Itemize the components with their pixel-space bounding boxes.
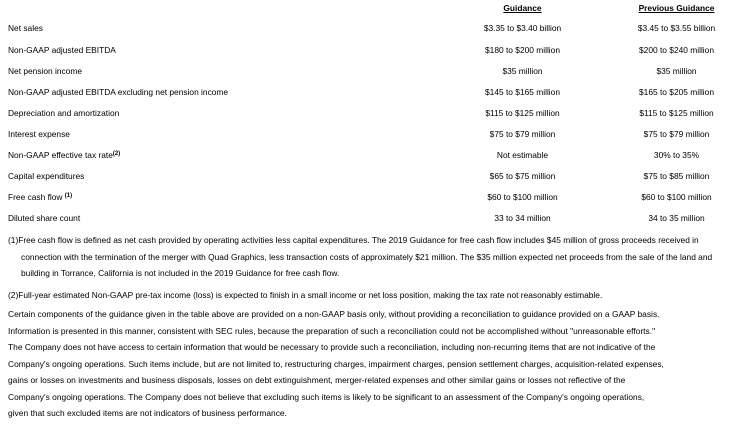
row-previous: $35 million (656, 66, 697, 77)
paragraph-line: given that such excluded items are not indicators of business performance. (8, 408, 287, 418)
row-guidance: $35 million (502, 66, 543, 77)
footnote-tax-rate: (2)Full-year estimated Non-GAAP pre-tax income (loss) is expected to finish in a small income or net loss position, making the tax rate not reasonably estimable. (8, 290, 603, 300)
row-label (8, 186, 438, 207)
row-guidance: $180 to $200 million (485, 45, 560, 56)
header-guidance: Guidance (503, 3, 542, 13)
row-guidance: $145 to $165 million (485, 87, 560, 98)
row-label (8, 15, 438, 40)
guidance-table (8, 1, 746, 228)
paragraph-line: Company's ongoing operations. The Company does not believe that excluding such items is likely to be significant to an assessment of the Company's ongoing operations, (8, 391, 645, 402)
row-previous: $75 to $85 million (643, 170, 710, 181)
paragraph-line: The Company does not have access to certain information that would be necessary to provide such a reconciliation, including non-recurring items that are not indicative of the (8, 342, 656, 352)
footnote-line: building in Torrance, California is not included in the 2019 Guidance for free cash flow. (21, 268, 340, 278)
row-label-text: Capital expenditures (8, 170, 85, 181)
row-label-text: Diluted share count (8, 212, 81, 223)
row-label (8, 207, 438, 228)
row-label-text: Net sales (8, 22, 43, 33)
paragraph-line: Information is presented in this manner, consistent with SEC rules, because the preparation of such a reconciliation could not be accomplished without "unreasonable efforts." (8, 325, 656, 336)
paragraph-line: Company's ongoing operations. Such items include, but are not limited to, restructuring charges, impairment charges, pension settlement charges, acquisition-related expenses, (8, 358, 664, 369)
header-previous-guidance: Previous Guidance (638, 3, 715, 13)
row-label (8, 165, 438, 186)
footnote-line: (1)Free cash flow is defined as net cash provided by operating activities less capital expenditures. The 2019 Guidance for free cash flow includes $45 million of gross proceeds received in (8, 235, 699, 245)
table-row (8, 40, 746, 61)
row-label-text: Interest expense (8, 129, 70, 139)
table-header-row (8, 1, 746, 15)
row-guidance: $115 to $125 million (485, 108, 560, 119)
row-guidance: 33 to 34 million (494, 212, 551, 223)
row-previous: 34 to 35 million (648, 212, 705, 223)
row-label-text: Non-GAAP adjusted EBITDA excluding net pension income (8, 87, 229, 98)
footnote-marker: (1) (64, 192, 73, 199)
table-row (8, 124, 746, 145)
row-previous: $75 to $79 million (643, 129, 710, 139)
row-guidance: Not estimable (496, 149, 549, 160)
row-guidance: $65 to $75 million (489, 170, 556, 181)
table-row (8, 82, 746, 103)
footnote-free-cash-flow (8, 232, 743, 282)
row-guidance: $75 to $79 million (489, 129, 556, 139)
row-label-text: Depreciation and amortization (8, 108, 120, 119)
table-row (8, 144, 746, 165)
table-row (8, 165, 746, 186)
row-label (8, 61, 438, 82)
row-label-text: Non-GAAP effective tax rate (8, 149, 113, 160)
table-row (8, 103, 746, 124)
row-label-text: Net pension income (8, 66, 83, 77)
row-guidance: $3.35 to $3.40 billion (483, 22, 562, 33)
row-previous: $60 to $100 million (641, 191, 712, 202)
row-label-text: Non-GAAP adjusted EBITDA (8, 45, 116, 56)
footnote-line: connection with the termination of the merger with Quad Graphics, less transaction costs of approximately $21 million. The $35 million expected net proceeds from the sale of the land and (21, 251, 713, 262)
row-label (8, 124, 438, 145)
paragraph-line: gains or losses on investments and business disposals, losses on debt extinguishment, merger-related expenses and other similar gains or losses not reflective of the (8, 375, 626, 385)
table-row (8, 207, 746, 228)
row-previous: $115 to $125 million (639, 108, 714, 119)
row-label (8, 144, 438, 165)
footnote-marker: (2) (112, 150, 121, 157)
table-row (8, 15, 746, 40)
row-label (8, 103, 438, 124)
row-previous: $165 to $205 million (639, 87, 714, 98)
row-previous: 30% to 35% (653, 149, 700, 160)
header-metric (8, 1, 438, 15)
paragraph-line: Certain components of the guidance given in the table above are provided on a non-GAAP basis only, without providing a reconciliation to guidance provided on a GAAP basis. (8, 309, 660, 319)
row-label (8, 40, 438, 61)
row-previous: $3.45 to $3.55 billion (637, 22, 716, 33)
row-label-text: Free cash flow (8, 191, 65, 202)
row-guidance: $60 to $100 million (487, 191, 558, 202)
non-gaap-disclosure-paragraph (8, 306, 750, 422)
table-row (8, 186, 746, 207)
table-row (8, 61, 746, 82)
row-label (8, 82, 438, 103)
row-previous: $200 to $240 million (639, 45, 714, 56)
